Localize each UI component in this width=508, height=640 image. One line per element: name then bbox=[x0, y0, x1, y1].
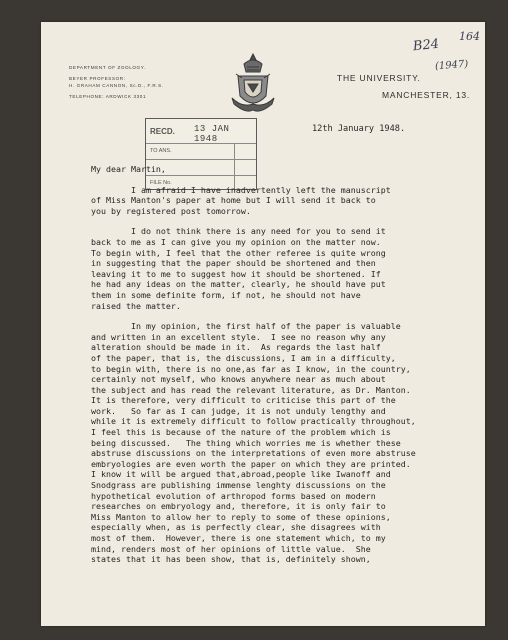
letter-line: certainly not myself, who knows anywhere near as much about bbox=[91, 374, 386, 385]
letter-line: It is therefore, very difficult to criticise this part of the bbox=[91, 395, 396, 406]
letter-page bbox=[41, 22, 485, 626]
letterhead-department-block bbox=[69, 64, 164, 100]
university-city: MANCHESTER, 13. bbox=[382, 90, 471, 100]
letter-date: 12th January 1948. bbox=[312, 124, 406, 134]
letter-line: of Miss Manton's paper at home but I will send it back to bbox=[91, 195, 376, 206]
university-crest-icon bbox=[230, 52, 276, 116]
handwritten-year: (1947) bbox=[434, 58, 469, 73]
letter-line: I know it will be argued that,abroad,people like Iwanoff and bbox=[91, 469, 391, 480]
letter-line: I am afraid I have inadvertently left the manuscript bbox=[91, 184, 391, 195]
letter-line: most of them. However, there is one statement which, to my bbox=[91, 533, 386, 543]
letter-line: work. So far as I can judge, it is not unduly lengthy and bbox=[91, 405, 386, 416]
stamp-received-label: RECD. bbox=[150, 127, 175, 136]
letter-line: states that it has been show, that is, definitely shown, bbox=[91, 554, 371, 565]
letter-line: hypothetical evolution of arthropod forms based on modern bbox=[91, 490, 376, 501]
letter-line: alteration should be made in it. As regards the last half bbox=[91, 342, 381, 353]
letter-line: I do not think there is any need for you to send it bbox=[91, 226, 386, 237]
stamp-answer-label: TO ANS. bbox=[150, 148, 172, 154]
letter-line: especially when, as is perfectly clear, she disagrees with bbox=[91, 522, 381, 533]
letter-line: of the paper, that is, the discussions, I am in a difficulty, bbox=[91, 352, 396, 363]
letter-line: I feel this is because of the nature of the problem which is bbox=[91, 427, 391, 438]
folio-number: 164 bbox=[459, 30, 480, 43]
letter-line: In my opinion, the first half of the paper is valuable bbox=[91, 321, 401, 332]
professor-name: H. GRAHAM CANNON, Sc.D., F.R.S. bbox=[69, 83, 164, 88]
letter-paragraph bbox=[91, 226, 481, 311]
letter-paragraph bbox=[91, 321, 481, 565]
letter-line: abstruse discussions on the interpretations of even more abstruse bbox=[91, 448, 416, 459]
university-name: THE UNIVERSITY. bbox=[337, 73, 421, 83]
handwritten-reference: B24 bbox=[412, 36, 440, 55]
letter-line: back to me as I can give you my opinion on the matter now. bbox=[91, 236, 381, 247]
letter-line: researches on embryology and, therefore, it is only fair to bbox=[91, 501, 386, 512]
letter-line: embryologies are even worth the paper on which they are printed. bbox=[91, 458, 411, 469]
letter-line: while it is extremely difficult to follow practically throughout, bbox=[91, 416, 416, 427]
letter-line: Miss Manton to allow her to reply to some of these opinions, bbox=[91, 511, 391, 522]
department-name: DEPARTMENT OF ZOOLOGY. bbox=[69, 65, 146, 70]
letter-line: leaving it to me to suggest how it should be shortened. If bbox=[91, 268, 381, 279]
letter-line: mind, renders most of her opinions of little value. She bbox=[91, 543, 371, 554]
salutation: My dear Martin, bbox=[91, 164, 166, 174]
letter-paragraph bbox=[91, 185, 481, 217]
stamp-file-label: FILE No. bbox=[150, 180, 172, 186]
letter-paragraphs bbox=[91, 185, 481, 565]
letter-line: and written in an excellent style. I see no reason why any bbox=[91, 331, 386, 342]
letter-line: to begin with, there is no one,as far as I know, in the country, bbox=[91, 363, 411, 374]
letter-line: the subject and has read the relevant literature, as Dr. Manton. bbox=[91, 384, 411, 395]
letter-line: them in some definite form, if not, he should not have bbox=[91, 289, 361, 300]
letter-line: To begin with, I feel that the other referee is quite wrong bbox=[91, 247, 386, 258]
telephone-number: TELEPHONE: ARDWICK 3301 bbox=[69, 94, 147, 99]
letter-line: in suggesting that the paper should be shortened and then bbox=[91, 258, 376, 269]
letter-line: he had any ideas on the matter, clearly, he should have put bbox=[91, 279, 386, 290]
letter-line: you by registered post tomorrow. bbox=[91, 205, 251, 216]
letter-line: Snodgrass are publishing immense lenghty discussions on the bbox=[91, 480, 386, 491]
stamp-received-date: 13 JAN 1948 bbox=[194, 124, 230, 144]
professor-title: BEYER PROFESSOR: bbox=[69, 76, 126, 81]
letter-line: raised the matter. bbox=[91, 300, 181, 311]
letter-body bbox=[91, 164, 481, 565]
letter-line: being discussed. The thing which worries me is whether these bbox=[91, 437, 401, 448]
